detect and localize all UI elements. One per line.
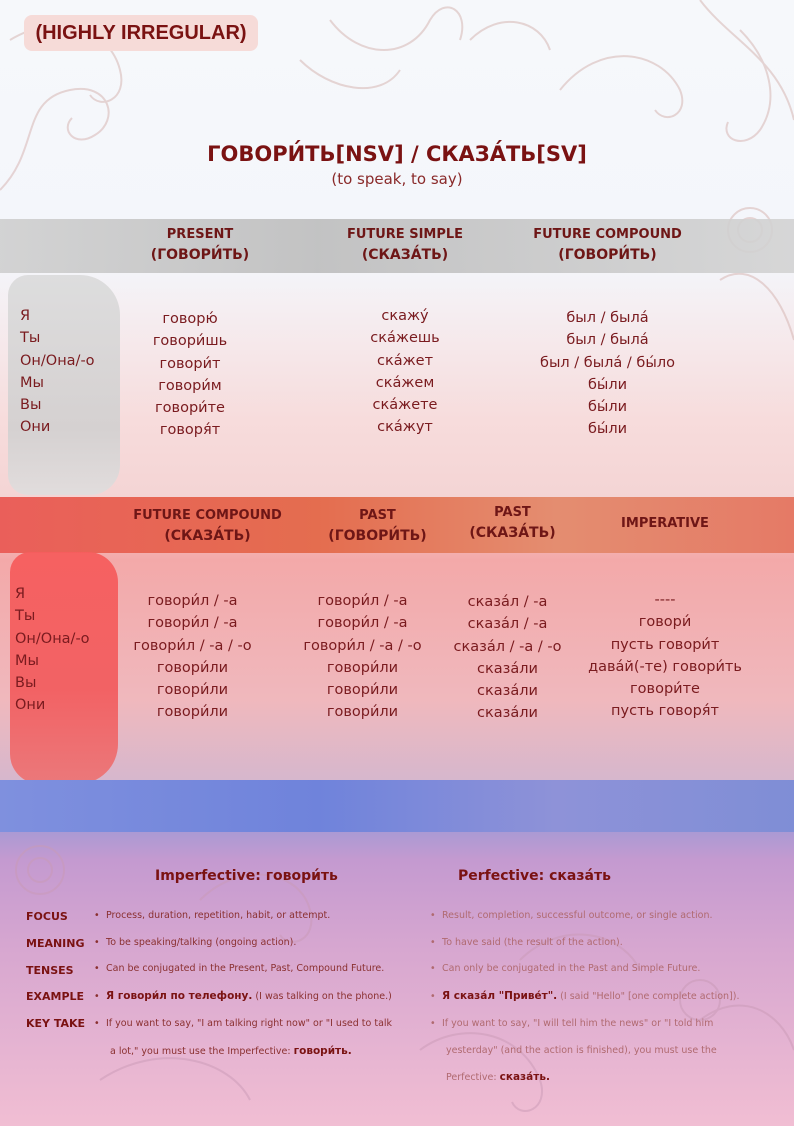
header-future-compound-skazat [125,506,290,546]
imperative-column [575,589,755,723]
table-cell: бы́ли [587,399,628,416]
header-sub: (СКАЗА́ТЬ) [164,528,251,544]
pronoun: Они [20,419,51,436]
table-cell: говори́ли [326,704,399,721]
table-cell: сказа́ли [477,705,538,722]
table-cell: ска́жем [375,374,435,391]
ornament-right-edge [700,190,794,370]
table-cell: ска́жешь [370,330,440,347]
bullet-tenses: • Can be conjugated in the Present, Past, Compound Future. [94,963,385,975]
label-focus: FOCUS [26,910,68,923]
perfective-heading: Perfective: сказа́ть [458,868,611,884]
pronoun: Ты [20,330,41,347]
table-cell: был / была́ [566,310,649,326]
bullet-text: To be speaking/talking (ongoing action). [106,936,297,948]
pronoun: Они [15,697,46,714]
table-cell: сказа́л / -а [467,594,548,610]
bullet-text: Can only be conjugated in the Past and Simple Future. [442,963,701,975]
bullet-text: Perfective: [446,1072,500,1084]
table-cell: говори́шь [152,333,228,350]
header-past-govorit [315,506,440,546]
header-sub: (ГОВОРИ́ТЬ) [328,528,427,544]
bullet-example: • Я сказа́л "Приве́т". (I said "Hello" [one complete action]). [430,990,740,1003]
table-cell: был / была́ [566,332,649,349]
bullet-bold: говори́ть. [293,1044,352,1057]
table-cell: говори́л / -а / -о [303,637,422,654]
bullet-bold: Я говори́л по телефону. [106,990,253,1003]
header-title: PAST [359,508,396,523]
bullet-key-take-cont2 [430,1064,790,1092]
header-sub: (СКАЗА́ТЬ) [469,525,556,541]
label-meaning: MEANING [26,937,85,950]
label-example: EXAMPLE [26,990,85,1003]
table-cell: говоря́т [159,422,221,439]
table-cell: говори́л / -а [317,593,408,609]
pronoun: Мы [15,652,39,669]
header-present [130,225,270,265]
pronoun: Ты [15,608,36,625]
pronoun-list-2 [15,583,90,717]
pronoun: Он/Она/-о [20,352,95,369]
header-title: FUTURE COMPOUND [133,508,282,523]
irregular-badge: (HIGHLY IRREGULAR) [24,15,258,51]
table-cell: сказа́л / -а / -о [453,638,562,655]
table-cell: ска́жет [376,352,434,369]
bullet-key-take-cont [430,1038,790,1065]
header-title: FUTURE SIMPLE [346,227,464,242]
table-cell: говори́ли [156,659,229,676]
past-skazat-column [440,591,575,725]
header-title: PAST [494,505,531,520]
page-subtitle: (to speak, to say) [331,170,463,188]
future-compound-column [515,307,700,441]
bullet-example: • Я говори́л по телефону. (I was talking on the phone.) [94,990,392,1003]
table-cell: говори́л / -а [147,615,238,632]
header-sub: (СКАЗА́ТЬ) [361,247,449,263]
bullet-text: (I was talking on the phone.) [252,991,392,1003]
table-cell: говори́м [158,377,222,394]
table-cell: говори́ли [326,682,399,699]
table-cell: говори́ли [326,659,399,676]
bullet-tenses: • Can only be conjugated in the Past and Simple Future. [430,963,701,975]
table-cell: ска́жете [372,397,438,414]
table-cell: бы́ли [587,421,628,438]
header-future-compound [520,225,695,265]
table-cell: говори́те [630,681,700,698]
bullet-text: If you want to say, "I will tell him the news" or "I told him [442,1017,714,1029]
bullet-text: (I said "Hello" [one complete action]). [557,991,740,1003]
header-title: PRESENT [166,227,234,242]
bullet-focus: • Result, completion, successful outcome, or single action. [430,910,713,921]
pronoun: Я [15,586,26,602]
pronoun: Вы [20,397,42,414]
table-cell: сказа́ли [477,660,538,677]
table-cell: говори́ [638,614,692,631]
header-sub: (ГОВОРИ́ТЬ) [558,247,657,263]
table-cell: ---- [654,592,676,608]
header-imperative [600,514,730,534]
imperfective-bullets [94,903,424,1065]
table-cell: был / была́ / бы́ло [540,354,675,371]
table-cell: бы́ли [587,376,628,393]
bullet-bold: сказа́ть. [499,1071,550,1084]
bullet-key-take: • If you want to say, "I am talking right now" or "I used to talk [94,1017,393,1029]
divider-band-blue [0,780,794,832]
table-cell: говори́л / -а [317,615,408,632]
bullet-text: Result, completion, successful outcome, or single action. [442,910,713,921]
bullet-meaning: • To be speaking/talking (ongoing action). [94,936,297,948]
bullet-key-take: • If you want to say, "I will tell him the news" or "I told him [430,1017,714,1029]
header-past-skazat [455,503,570,543]
table-cell: говори́л / -а / -о [133,637,252,654]
bullet-text: a lot," you must use the Imperfective: [110,1045,294,1057]
bullet-text: To have said (the result of the action). [442,936,623,948]
bullet-focus: • Process, duration, repetition, habit, or attempt. [94,910,331,921]
header-sub: (ГОВОРИ́ТЬ) [150,247,250,263]
label-tenses: TENSES [26,964,74,977]
table-cell: сказа́ли [477,683,538,700]
table-cell: говори́ли [156,682,229,699]
pronoun: Я [20,308,31,324]
header-future-simple [330,225,480,265]
pronoun: Он/Она/-о [15,630,90,647]
table-cell: пусть говори́т [610,636,720,653]
pronoun: Вы [15,675,37,692]
pronoun-list [20,305,95,439]
header-title: IMPERATIVE [621,516,709,531]
bullet-text: Can be conjugated in the Present, Past, Compound Future. [106,963,385,975]
table-cell: говори́те [155,400,225,417]
future-compound-skazat-column [115,590,270,724]
bullet-text: Process, duration, repetition, habit, or attempt. [106,910,331,921]
header-title: FUTURE COMPOUND [533,227,682,242]
page-title: ГОВОРИ́ТЬ[NSV] / СКАЗА́ТЬ[SV] [207,142,587,166]
table-cell: говори́л / -а [147,593,238,609]
past-govorit-column [285,590,440,724]
table-cell: ска́жут [377,419,433,436]
table-cell: скажу́ [381,308,429,324]
bullet-text: If you want to say, "I am talking right now" or "I used to talk [106,1017,393,1029]
future-simple-column [335,305,475,439]
present-column [120,308,260,442]
label-key-take: KEY TAKE [26,1017,86,1030]
table-cell: говорю́ [162,311,218,327]
imperfective-heading: Imperfective: говори́ть [155,868,338,884]
bullet-meaning: • To have said (the result of the action). [430,936,623,948]
perfective-bullets [430,903,790,1092]
table-cell: говори́т [159,355,221,372]
table-cell: пусть говоря́т [611,703,719,720]
bullet-text: yesterday" (and the action is finished), you must use the [446,1044,717,1056]
pronoun: Мы [20,374,44,391]
table-cell: сказа́л / -а [467,616,548,633]
table-cell: говори́ли [156,704,229,721]
table-cell: дава́й(-те) говори́ть [588,658,742,675]
bullet-bold: Я сказа́л "Приве́т". [442,990,558,1003]
bullet-key-take-cont [94,1038,424,1066]
